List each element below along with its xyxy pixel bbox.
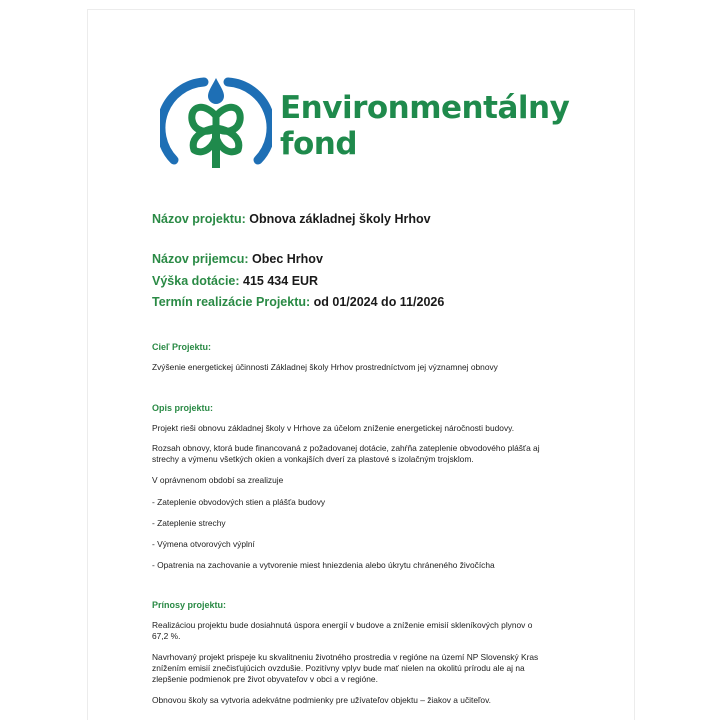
list-item: - Opatrenia na zachovanie a vytvorenie miest hniezdenia alebo úkrytu chráneného živočícha <box>152 560 495 570</box>
description-p3: V oprávnenom období sa zrealizuje <box>152 475 284 485</box>
project-name-row <box>152 212 431 226</box>
description-p2b: strechy a výmenu všetkých okien a vonkajších dverí za plastové s izolačným trojsklom. <box>152 454 474 464</box>
grant-label: Výška dotácie: <box>152 274 240 288</box>
logo-line-1: Environmentálny <box>280 90 570 126</box>
benefits-p3: Obnovou školy sa vytvoria adekvátne podmienky pre užívateľov objektu – žiakov a učiteľov. <box>152 695 491 705</box>
grant-value: 415 434 EUR <box>243 274 319 288</box>
description-p2a: Rozsah obnovy, ktorá bude financovaná z požadovanej dotácie, zahŕňa zateplenie obvodového plášťa aj <box>152 443 540 453</box>
description-p1: Projekt rieši obnovu základnej školy v Hrhove za účelom zníženie energetickej náročnosti budovy. <box>152 423 515 433</box>
list-item: - Zateplenie strechy <box>152 518 226 528</box>
logo-line-2: fond <box>280 126 358 162</box>
grant-row <box>152 274 318 288</box>
benefits-p2a: Navrhovaný projekt prispeje ku skvalitneniu životného prostredia v regióne na území NP Slovenský Kras <box>152 652 539 662</box>
recipient-value: Obec Hrhov <box>252 252 323 266</box>
term-label: Termín realizácie Projektu: <box>152 295 311 309</box>
benefits-p2b: znížením emisií znečisťujúcich ovzdušie. Pozitívny vplyv bude mať nielen na okolitú prírodu ale aj na <box>152 663 525 673</box>
list-item: - Zateplenie obvodových stien a plášťa budovy <box>152 497 326 507</box>
environmental-fund-logo <box>160 72 580 182</box>
term-row <box>152 295 444 309</box>
recipient-label: Názov prijemcu: <box>152 252 249 266</box>
term-value: od 01/2024 do 11/2026 <box>313 295 445 309</box>
benefits-heading: Prínosy projektu: <box>152 600 227 610</box>
benefits-p2c: zlepšenie podmienok pre život obyvateľov v obci a v regióne. <box>152 674 378 684</box>
goal-heading: Cieľ Projektu: <box>152 342 211 352</box>
recipient-row <box>152 252 323 266</box>
leaf-drop-emblem-icon <box>160 72 272 172</box>
project-name-value: Obnova základnej školy Hrhov <box>249 212 431 226</box>
benefits-p1a: Realizáciou projektu bude dosiahnutá úspora energií v budove a zníženie emisií skleníkových plynov o <box>152 620 533 630</box>
goal-text: Zvýšenie energetickej účinnosti Základnej školy Hrhov prostredníctvom jej významnej obnovy <box>152 362 498 372</box>
project-name-label: Názov projektu: <box>152 212 246 226</box>
benefits-p1b: 67,2 %. <box>152 631 181 641</box>
logo-wordmark <box>280 90 569 162</box>
description-heading: Opis projektu: <box>152 403 214 413</box>
list-item: - Výmena otvorových výplní <box>152 539 255 549</box>
